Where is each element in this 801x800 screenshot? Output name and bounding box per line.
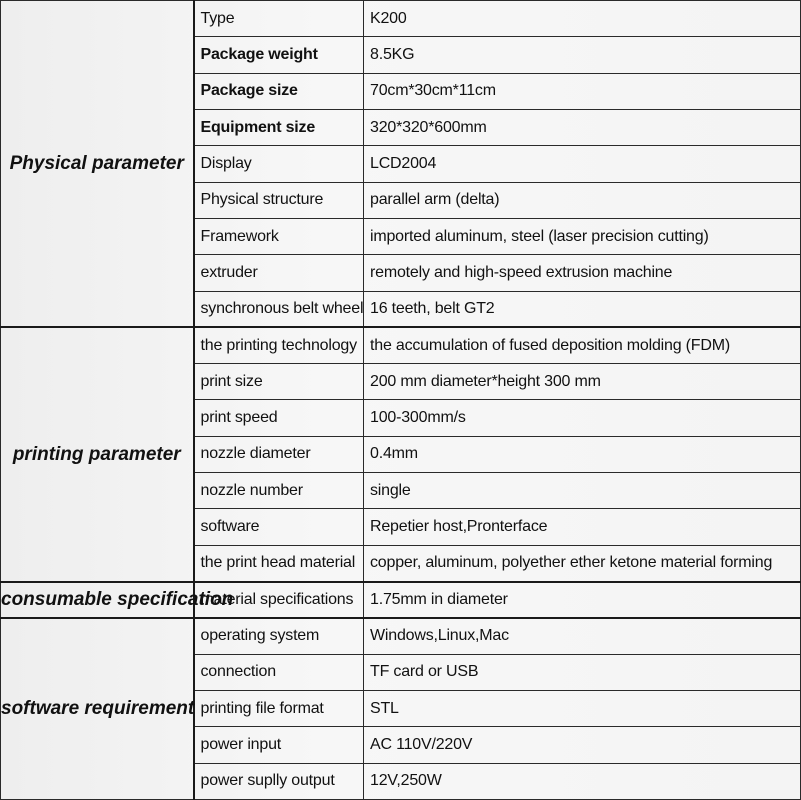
spec-value: 16 teeth, belt GT2 [364,291,801,327]
spec-value: copper, aluminum, polyether ether ketone material forming [364,545,801,581]
spec-label: power suplly output [194,763,364,799]
spec-label: Physical structure [194,182,364,218]
spec-label: Framework [194,218,364,254]
section-title: Physical parameter [1,1,194,328]
section-title: software requirement [1,618,194,800]
spec-value: imported aluminum, steel (laser precision cutting) [364,218,801,254]
spec-row [1,582,801,618]
spec-label: Package weight [194,37,364,73]
spec-row [1,618,801,654]
spec-label: Display [194,146,364,182]
spec-row [1,1,801,37]
spec-label: print size [194,364,364,400]
spec-value: the accumulation of fused deposition molding (FDM) [364,327,801,363]
spec-value: LCD2004 [364,146,801,182]
spec-label: the print head material [194,545,364,581]
spec-value: 320*320*600mm [364,109,801,145]
spec-value: 100-300mm/s [364,400,801,436]
spec-label: connection [194,654,364,690]
spec-value: 0.4mm [364,436,801,472]
spec-value: Repetier host,Pronterface [364,509,801,545]
spec-value: parallel arm (delta) [364,182,801,218]
spec-value: K200 [364,1,801,37]
spec-value: 200 mm diameter*height 300 mm [364,364,801,400]
spec-value: single [364,473,801,509]
spec-value: STL [364,690,801,726]
spec-value: remotely and high-speed extrusion machine [364,255,801,291]
spec-label: software [194,509,364,545]
spec-label: operating system [194,618,364,654]
spec-label: printing file format [194,690,364,726]
spec-label: synchronous belt wheel [194,291,364,327]
spec-label: the printing technology [194,327,364,363]
spec-value: 1.75mm in diameter [364,582,801,618]
section-title: consumable specification [1,582,194,618]
spec-label: nozzle diameter [194,436,364,472]
spec-value: Windows,Linux,Mac [364,618,801,654]
spec-label: Equipment size [194,109,364,145]
spec-value: TF card or USB [364,654,801,690]
spec-row [1,327,801,363]
spec-label: print speed [194,400,364,436]
spec-label: extruder [194,255,364,291]
spec-label: material specifications [194,582,364,618]
spec-value: 70cm*30cm*11cm [364,73,801,109]
spec-label: power input [194,727,364,763]
spec-label: nozzle number [194,473,364,509]
spec-label: Package size [194,73,364,109]
spec-value: AC 110V/220V [364,727,801,763]
spec-table-body [1,1,801,800]
section-title: printing parameter [1,327,194,581]
spec-label: Type [194,1,364,37]
spec-value: 12V,250W [364,763,801,799]
spec-value: 8.5KG [364,37,801,73]
